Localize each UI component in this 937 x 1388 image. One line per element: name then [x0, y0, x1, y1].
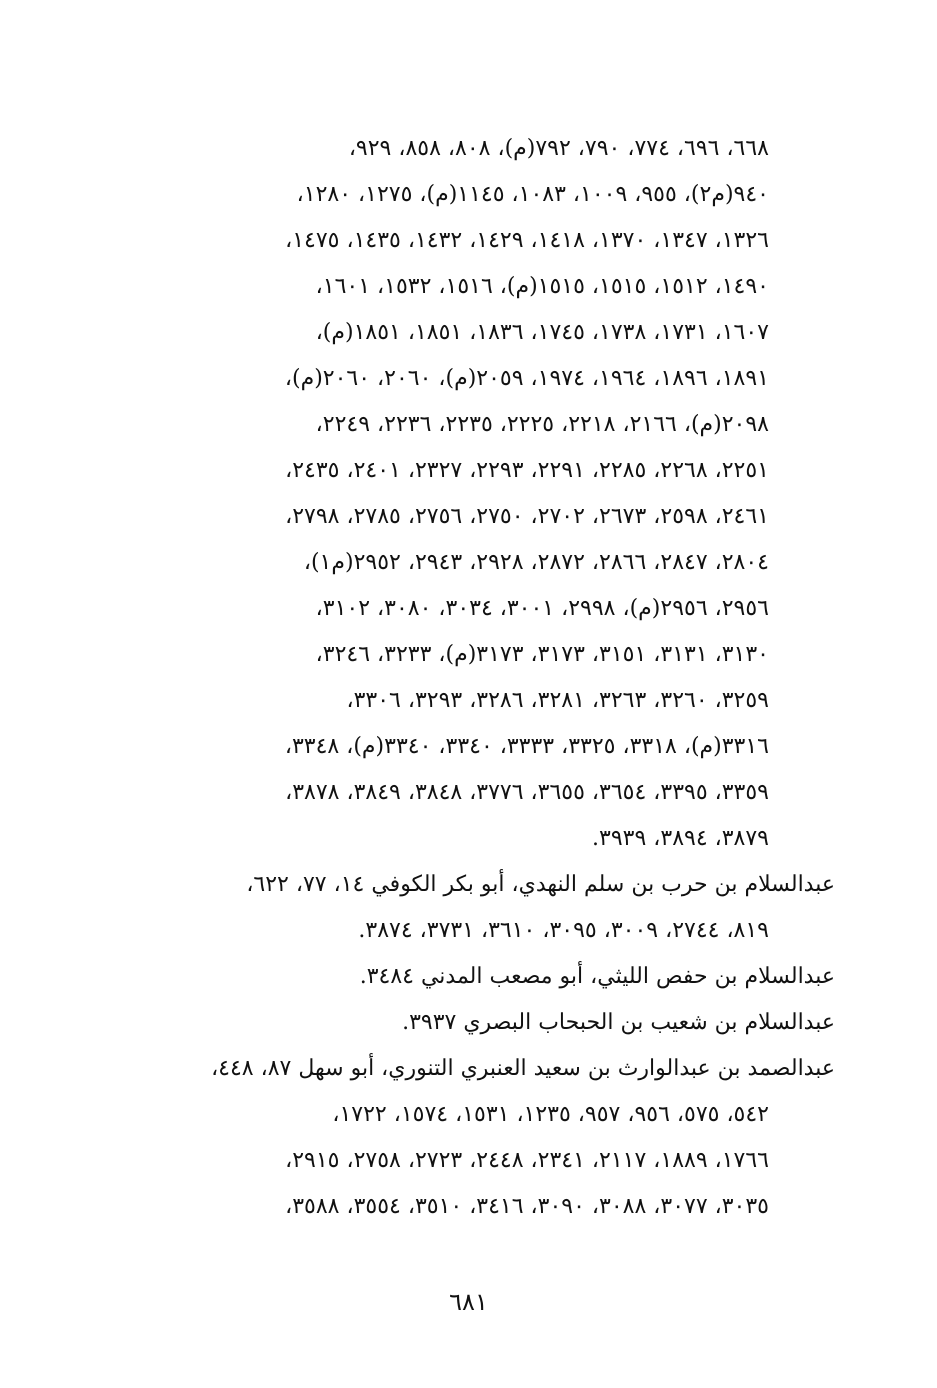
reference-line: ٣٣٥٩، ٣٣٩٥، ٣٦٥٤، ٣٦٥٥، ٣٧٧٦، ٣٨٤٨، ٣٨٤٩، ٣٨٧٨،: [285, 780, 769, 805]
reference-line: ١٣٢٦، ١٣٤٧، ١٣٧٠، ١٤١٨، ١٤٢٩، ١٤٣٢، ١٤٣٥، ١٤٧٥،: [285, 228, 769, 253]
reference-line: ٢٨٠٤، ٢٨٤٧، ٢٨٦٦، ٢٨٧٢، ٢٩٢٨، ٢٩٤٣، ٢٩٥٢(م١)،: [303, 550, 769, 575]
reference-line: ٨١٩، ٢٧٤٤، ٣٠٠٩، ٣٠٩٥، ٣٦١٠، ٣٧٣١، ٣٨٧٤.: [358, 918, 769, 943]
reference-line: ١٤٩٠، ١٥١٢، ١٥١٥، ١٥١٥(م)، ١٥١٦، ١٥٣٢، ١٦٠١،: [315, 274, 769, 299]
entry-heading: عبدالسلام بن حرب بن سلم النهدي، أبو بكر الكوفي ١٤، ٧٧، ٦٢٢،: [246, 872, 835, 897]
reference-line: ٥٤٢، ٥٧٥، ٩٥٦، ٩٥٧، ١٢٣٥، ١٥٣١، ١٥٧٤، ١٧٢٢،: [332, 1102, 769, 1127]
reference-line: ١٦٠٧، ١٧٣١، ١٧٣٨، ١٧٤٥، ١٨٣٦، ١٨٥١، ١٨٥١(م)،: [315, 320, 769, 345]
index-entry: [120, 862, 835, 954]
entry-heading: عبدالسلام بن حفص الليثي، أبو مصعب المدني ٣٤٨٤.: [359, 964, 835, 989]
reference-line: ٣٠٣٥، ٣٠٧٧، ٣٠٨٨، ٣٠٩٠، ٣٤١٦، ٣٥١٠، ٣٥٥٤، ٣٥٨٨،: [285, 1194, 769, 1219]
reference-line: ٢٠٩٨(م)، ٢١٦٦، ٢٢١٨، ٢٢٢٥، ٢٢٣٥، ٢٢٣٦، ٢٢٤٩،: [315, 412, 769, 437]
reference-line: ١٨٩١، ١٨٩٦، ١٩٦٤، ١٩٧٤، ٢٠٥٩(م)، ٢٠٦٠، ٢٠٦٠(م)،: [284, 366, 769, 391]
reference-line: ٢٩٥٦، ٢٩٥٦(م)، ٢٩٩٨، ٣٠٠١، ٣٠٣٤، ٣٠٨٠، ٣١٠٢،: [315, 596, 769, 621]
reference-line: ٩٤٠(م٢)، ٩٥٥، ١٠٠٩، ١٠٨٣، ١١٤٥(م)، ١٢٧٥، ١٢٨٠،: [296, 182, 769, 207]
reference-line: ٣١٣٠، ٣١٣١، ٣١٥١، ٣١٧٣، ٣١٧٣(م)، ٣٢٣٣، ٣٢٤٦،: [315, 642, 769, 667]
reference-line: ٣٣١٦(م)، ٣٣١٨، ٣٣٢٥، ٣٣٣٣، ٣٣٤٠، ٣٣٤٠(م)، ٣٣٤٨،: [284, 734, 769, 759]
page-number: ٦٨١: [449, 1288, 488, 1316]
index-entry: [120, 954, 835, 1000]
reference-line: ٣٢٥٩، ٣٢٦٠، ٣٢٦٣، ٣٢٨١، ٣٢٨٦، ٣٢٩٣، ٣٣٠٦،: [346, 688, 769, 713]
entry-heading: عبدالصمد بن عبدالوارث بن سعيد العنبري التنوري، أبو سهل ٨٧، ٤٤٨،: [211, 1056, 835, 1081]
reference-line: ١٧٦٦، ١٨٨٩، ٢١١٧، ٢٣٤١، ٢٤٤٨، ٢٧٢٣، ٢٧٥٨، ٢٩١٥،: [285, 1148, 769, 1173]
index-text-block: [120, 126, 835, 1230]
index-entry: [120, 1000, 835, 1046]
entry-heading: عبدالسلام بن شعيب بن الحبحاب البصري ٣٩٣٧.: [402, 1010, 835, 1035]
reference-line: ٢٤٦١، ٢٥٩٨، ٢٦٧٣، ٢٧٠٢، ٢٧٥٠، ٢٧٥٦، ٢٧٨٥، ٢٧٩٨،: [285, 504, 769, 529]
index-entry: [120, 1046, 835, 1230]
reference-line: ٦٦٨، ٦٩٦، ٧٧٤، ٧٩٠، ٧٩٢(م)، ٨٠٨، ٨٥٨، ٩٢٩،: [348, 136, 769, 161]
reference-line: ٢٢٥١، ٢٢٦٨، ٢٢٨٥، ٢٢٩١، ٢٢٩٣، ٢٣٢٧، ٢٤٠١، ٢٤٣٥،: [285, 458, 769, 483]
reference-line: ٣٨٧٩، ٣٨٩٤، ٣٩٣٩.: [592, 826, 769, 851]
continued-references: [120, 126, 835, 862]
